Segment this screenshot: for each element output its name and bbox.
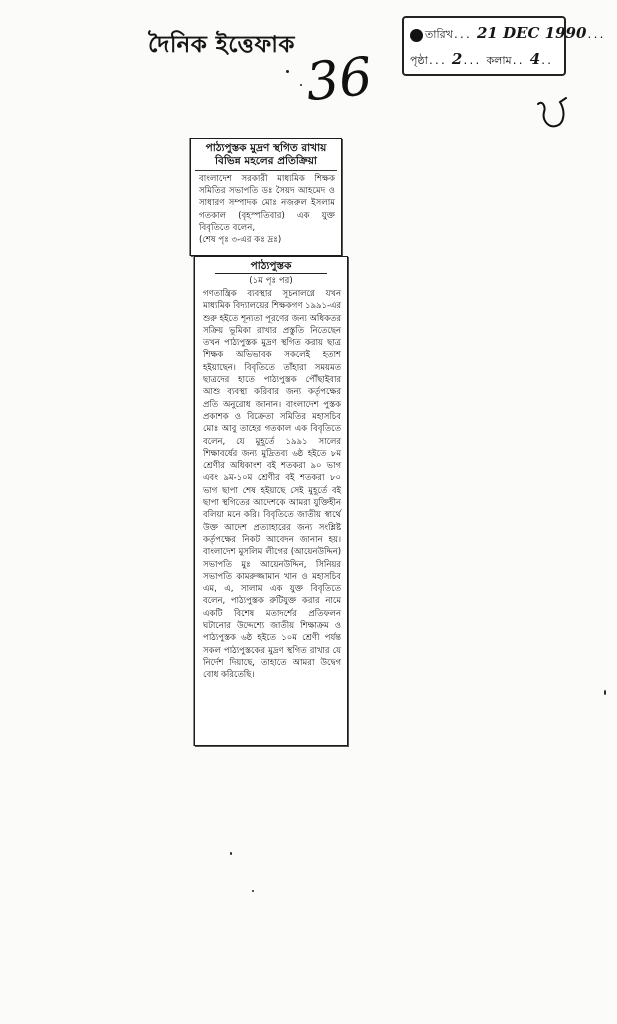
stamp-page-row: পৃষ্ঠা... 2... কলাম.. 4.. [410, 50, 553, 68]
stamp-page-label: পৃষ্ঠা [410, 54, 428, 67]
stamp-date-row: তারিখ... 21 DEC 1990... [410, 24, 558, 45]
continuation-subhead: (১ম পৃঃ পর) [249, 276, 293, 286]
paper-speck [300, 84, 302, 86]
continuation-kicker: পাঠ্যপুস্তক [215, 260, 327, 274]
article-continuation-note: (শেষ পৃঃ ৩-এর কঃ দ্রঃ) [199, 235, 282, 246]
clipping-headline-section [190, 138, 342, 256]
stamp-column-value: 4 [529, 50, 541, 68]
ink-blot-icon [410, 29, 423, 42]
stamp-page-value: 2 [451, 50, 463, 68]
clipping-continuation-section [194, 256, 348, 746]
handwritten-tick-icon [534, 96, 568, 136]
paper-speck [604, 690, 606, 695]
article-headline: পাঠ্যপুস্তক মুদ্রণ স্থগিত রাখায় বিভিন্ন মহলের প্রতিক্রিয়া [195, 139, 337, 171]
paper-speck [230, 852, 232, 855]
article-intro: বাংলাদেশ সরকারী মাধ্যমিক শিক্ষক সমিতির সভাপতি ডঃ সৈয়দ আহমেদ ও সাধারণ সম্পাদক মোঃ নজরুল ইসলাম গতকাল (বৃহস্পতিবার) এক যুক্ত বিবৃতিতে বলেন, [199, 174, 335, 233]
newspaper-masthead: দৈনিক ইত্তেফাক [148, 32, 296, 58]
article-body: গণতান্ত্রিক ব্যবস্থার সূচনালগ্নে যখন মাধ্যমিক বিদ্যালয়ের শিক্ষকগণ ১৯৯১-এর শুরু হইতে শূন্যতা পূরণের জন্য অধিকতর সক্রিয় ভূমিকা রাখার প্রস্তুতি নিতেছেন তখন পাঠ্যপুস্তক মুদ্রণ স্থগিত করায় ছাত্র শিক্ষক অভিভাবক সকলেই হতাশ হইয়াছেন। বিবৃতিতে তাঁহারা সময়মত ছাত্রদের হাতে পাঠ্যপুস্তক পৌঁছাইবার আশু ব্যবস্থা করিবার জন্য কর্তৃপক্ষের প্রতি অনুরোধ জানান। বাংলাদেশ পুস্তক প্রকাশক ও বিক্রেতা সমিতির মহাসচিব মোঃ আবু তাহের গতকাল এক বিবৃতিতে বলেন, যে মুহূর্তে ১৯৯১ সালের শিক্ষাবর্ষের জন্য মুদ্রিতব্য ৬ষ্ঠ হইতে ৮ম শ্রেণীর অধিকাংশ বই শতকরা ৯০ ভাগ এবং ৯ম-১০ম শ্রেণীর বই শতকরা ৮০ ভাগ ছাপা শেষ হইয়াছে সেই মুহূর্তে বই ছাপা স্থগিতের আদেশকে আমরা যুক্তিহীন বলিয়া মনে করি। বিবৃতিতে জাতীয় স্বার্থে উক্ত আদেশ প্রত্যাহারের জন্য সংশ্লিষ্ট কর্তৃপক্ষের নিকট আবেদন জানান হয়। বাংলাদেশ মুসলিম লীগের (আয়েনউদ্দিন) সভাপতি মুঃ আয়েনউদ্দিন, সিনিয়র সভাপতি কামরুজ্জামান খান ও মহাসচিব এম, এ, সালাম এক যুক্ত বিবৃতিতে বলেন, পাঠ্যপুস্তক রুটিযুক্ত করার নামে একটি বিশেষ মতাদর্শের প্রতিফলন ঘটানোর উদ্দেশ্যে জাতীয় শিক্ষাক্রম ও পাঠ্যপুস্তক ৬ষ্ঠ হইতে ১০ম শ্রেণী পর্যন্ত সকল পাঠ্যপুস্তকের মুদ্রণ স্থগিত রাখার যে নির্দেশ দিয়াছে, তাহাতে আমরা উদ্বেগ বোধ করিতেছি। [203, 289, 342, 681]
stamp-date-label: তারিখ [425, 28, 453, 41]
paper-speck [286, 70, 289, 73]
archive-date-stamp [402, 16, 605, 76]
stamp-column-label: কলাম [486, 54, 512, 67]
stamp-date-value: 21 DEC 1990 [476, 24, 587, 42]
paper-speck [252, 890, 254, 892]
handwritten-archive-number: 36 [303, 46, 376, 114]
